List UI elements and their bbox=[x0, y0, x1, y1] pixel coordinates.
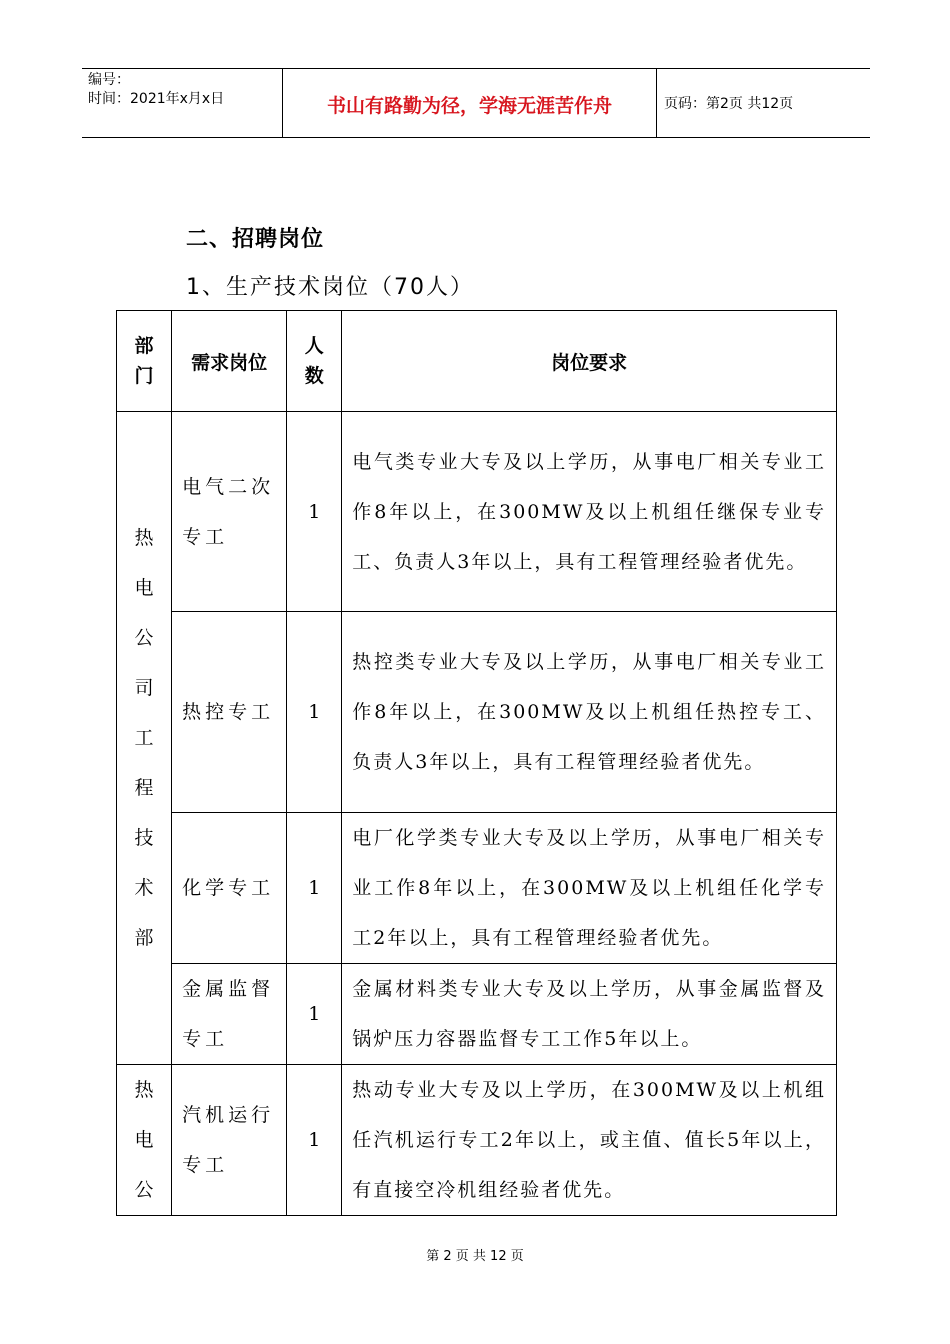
table-row bbox=[117, 813, 837, 964]
page-footer: 第 2 页 共 12 页 bbox=[426, 1249, 524, 1264]
position-cell: 金属监督专工 bbox=[172, 964, 287, 1065]
requirement-cell: 金属材料类专业大专及以上学历，从事金属监督及锅炉压力容器监督专工工作5年以上。 bbox=[342, 964, 837, 1065]
position-cell: 热控专工 bbox=[172, 612, 287, 813]
header-requirement: 岗位要求 bbox=[342, 311, 837, 412]
number-label: 编号： bbox=[88, 72, 130, 88]
dept-cell bbox=[117, 1065, 172, 1216]
count-cell: 1 bbox=[287, 813, 342, 964]
count-cell: 1 bbox=[287, 412, 342, 612]
header-motto: 书山有路勤为径，学海无涯苦作舟 bbox=[326, 95, 612, 117]
section-title: 二、招聘岗位 bbox=[186, 227, 325, 252]
header-page-label: 页码：第2页 共12页 bbox=[664, 96, 794, 112]
position-cell: 化学专工 bbox=[172, 813, 287, 964]
position-cell: 汽机运行专工 bbox=[172, 1065, 287, 1216]
count-cell: 1 bbox=[287, 964, 342, 1065]
recruitment-table bbox=[116, 310, 837, 1216]
subsection-title: 1、生产技术岗位（70人） bbox=[186, 275, 474, 300]
count-cell: 1 bbox=[287, 1065, 342, 1216]
requirement-cell: 热控类专业大专及以上学历，从事电厂相关专业工作8年以上，在300MW及以上机组任热控专工、负责人3年以上，具有工程管理经验者优先。 bbox=[342, 612, 837, 813]
requirement-cell: 热动专业大专及以上学历，在300MW及以上机组任汽机运行专工2年以上，或主值、值长5年以上，有直接空冷机组经验者优先。 bbox=[342, 1065, 837, 1216]
header-count: 人数 bbox=[287, 311, 342, 412]
dept-cell bbox=[117, 412, 172, 1065]
count-cell: 1 bbox=[287, 612, 342, 813]
header-divider bbox=[656, 69, 657, 137]
header-dept: 部门 bbox=[117, 311, 172, 412]
position-cell: 电气二次专工 bbox=[172, 412, 287, 612]
table-row bbox=[117, 1065, 837, 1216]
time-label: 时间：2021年x月x日 bbox=[88, 91, 225, 107]
table-row bbox=[117, 964, 837, 1065]
table-header-row bbox=[117, 311, 837, 412]
table-row bbox=[117, 412, 837, 612]
page-header bbox=[82, 68, 870, 138]
dept-name: 热电公 bbox=[134, 1079, 154, 1201]
requirement-cell: 电气类专业大专及以上学历，从事电厂相关专业工作8年以上，在300MW及以上机组任继保专业专工、负责人3年以上，具有工程管理经验者优先。 bbox=[342, 412, 837, 612]
table-row bbox=[117, 612, 837, 813]
dept-name: 热电公司工程技术部 bbox=[134, 527, 154, 949]
header-meta bbox=[88, 71, 224, 109]
header-position: 需求岗位 bbox=[172, 311, 287, 412]
requirement-cell: 电厂化学类专业大专及以上学历，从事电厂相关专业工作8年以上，在300MW及以上机组任化学专工2年以上，具有工程管理经验者优先。 bbox=[342, 813, 837, 964]
